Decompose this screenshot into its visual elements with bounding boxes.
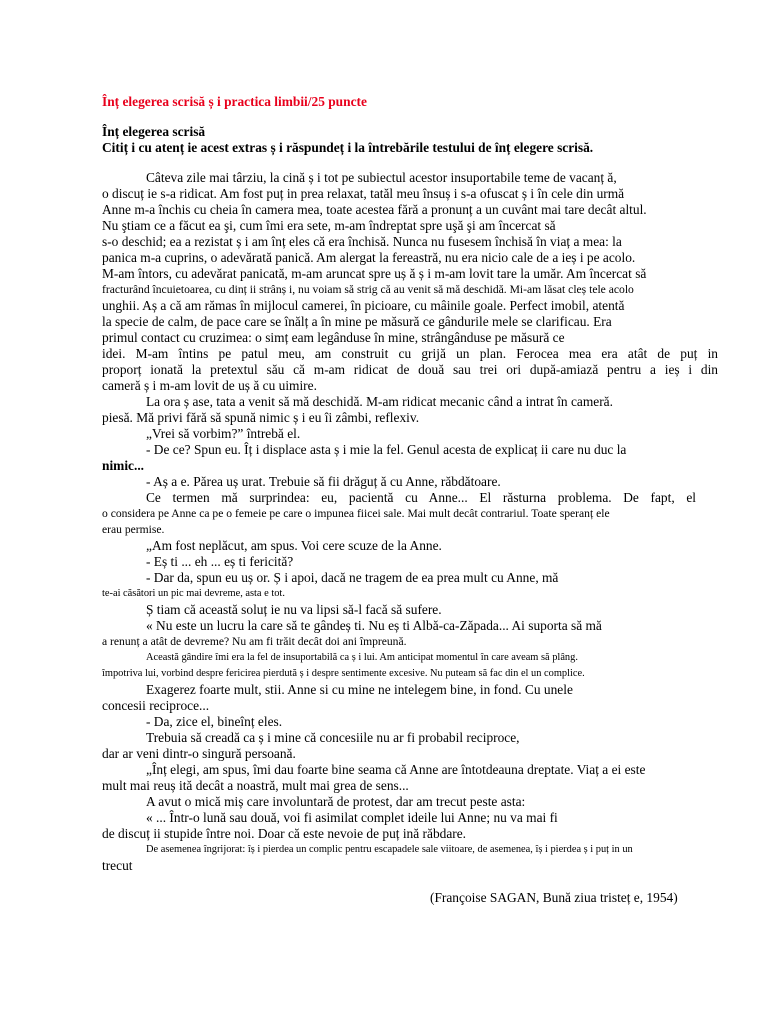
text-line: « Nu este un lucru la care să te gândeș ti. Nu eș ti Albă-ca-Zăpada... Ai suporta să mă <box>146 618 602 633</box>
text-line: o discuț ie s-a ridicat. Am fost puț in prea relaxat, tatăl meu însuș i s-a ofuscat ș i în cele din urmă <box>102 186 625 201</box>
text-line: te-ai căsători un pic mai devreme, asta e tot. <box>102 588 285 599</box>
text-line: Câteva zile mai târziu, la cină ș i tot pe subiectul acestor insuportabile teme de vacanț ă, <box>146 170 617 185</box>
text-line: la specie de calm, de pace care se înălț a în mine pe măsură ce gândurile mele se clarificau. Era <box>102 314 612 329</box>
text-line: La ora ș ase, tata a venit să mă deschidă. M-am ridicat mecanic când a intrat în cameră. <box>146 394 613 409</box>
text-line: unghii. Aș a că am rămas în mijlocul camerei, în picioare, cu mâinile goale. Perfect imobil, atentă <box>102 298 625 313</box>
text-line: - Aș a e. Părea uș urat. Trebuie să fii drăguț ă cu Anne, răbdătoare. <box>146 474 501 489</box>
text-line: - Eș ti ... eh ... eș ti fericită? <box>146 554 294 569</box>
text-line: panica m-a cuprins, o adevărată panică. Am alergat la fereastră, nu era nicio cale de a ieș i pe acolo. <box>102 250 636 265</box>
text-line: - De ce? Spun eu. Îț i displace asta ș i mie la fel. Genul acesta de explicaț ii care nu duc la <box>146 442 627 457</box>
text-line: o considera pe Anne ca pe o femeie pe care o impunea fiicei sale. Mai mult decât contrariul. Toate speranț ele <box>102 507 610 520</box>
source-citation: (Françoise SAGAN, Bună ziua tristeț e, 1954) <box>430 890 678 905</box>
text-line: idei. M-am întins pe patul meu, am construit cu grijă un plan. Ferocea mea era atât de puț in <box>102 346 718 361</box>
text-line: Această gândire îmi era la fel de insuportabilă ca ș i lui. Am anticipat momentul în care aveam să plâng. <box>146 652 578 663</box>
text-line: erau permise. <box>102 523 165 536</box>
text-line: fracturând încuietoarea, cu dinț ii strânș i, nu voiam să strig că au venit să mă deschidă. Mi-am lăsat cleș tele acolo <box>102 283 634 296</box>
text-line: Ș tiam că această soluț ie nu va lipsi să-l facă să sufere. <box>146 602 442 617</box>
text-line: a renunț a atât de devreme? Nu am fi trăit decât doi ani împreună. <box>102 635 407 648</box>
text-line: piesă. Mă privi fără să spună nimic ș i eu îi zâmbi, reflexiv. <box>102 410 420 425</box>
text-line: dar ar veni dintr-o singură persoană. <box>102 746 296 761</box>
section-title: Înț elegerea scrisă <box>102 124 206 139</box>
text-line: - Da, zice el, bineînț eles. <box>146 714 283 729</box>
text-line: primul contact cu cruzimea: o simț eam legânduse în mine, strângânduse pe măsură ce <box>102 330 565 345</box>
text-line: trecut <box>102 858 133 873</box>
text-line: cameră ș i m-am lovit de uș ă cu uimire. <box>102 378 317 393</box>
instruction: Citiț i cu atenț ie acest extras ș i răspundeț i la întrebările testului de înț elegere scrisă. <box>102 140 594 155</box>
text-line: « ... Într-o lună sau două, voi fi asimilat complet ideile lui Anne; nu va mai fi <box>146 810 558 825</box>
text-line: s-o deschid; ea a rezistat ș i am înț eles că era închisă. Nunca nu fusesem închisă în viaț a mea: la <box>102 234 622 249</box>
text-line: De asemenea îngrijorat: îș i pierdea un complic pentru escapadele sale viitoare, de asemenea, îș i pierdea ș i puț in un <box>146 844 633 855</box>
text-line: mult mai reuș ită decât a noastră, mult mai grea de sens... <box>102 778 409 793</box>
text-line: „Am fost neplăcut, am spus. Voi cere scuze de la Anne. <box>146 538 442 553</box>
text-line: nimic... <box>102 458 145 473</box>
text-line: de discuț ii stupide între noi. Doar că este nevoie de puț ină răbdare. <box>102 826 467 841</box>
text-line: - Dar da, spun eu uș or. Ș i apoi, dacă ne tragem de ea prea mult cu Anne, mă <box>146 570 559 585</box>
text-line: Trebuia să creadă ca ș i mine că concesiile nu ar fi probabil reciproce, <box>146 730 520 745</box>
text-line: Nu ştiam ce a făcut ea şi, cum îmi era sete, m-am îndreptat spre uşă şi am încercat să <box>102 218 556 233</box>
text-line: Exagerez foarte mult, stii. Anne si cu mine ne intelegem bine, in fond. Cu unele <box>146 682 573 697</box>
text-line: concesii reciproce... <box>102 698 210 713</box>
text-line: A avut o mică miș care involuntară de protest, dar am trecut peste asta: <box>146 794 526 809</box>
text-line: Anne m-a închis cu cheia în camera mea, toate acestea fără a pronunț a un cuvânt mai tare decât altul. <box>102 202 647 217</box>
text-line: „Înț elegi, am spus, îmi dau foarte bine seama că Anne are întotdeauna dreptate. Viaț a ei este <box>146 762 646 777</box>
text-line: Ce termen mă surprindea: eu, pacientă cu Anne... El răsturna problema. De fapt, el <box>146 490 696 505</box>
text-line: proporț ionată la pretextul său că m-am ridicat de două sau trei ori după-amiază pentru a ieș i din <box>102 362 718 377</box>
heading: Înț elegerea scrisă ș i practica limbii/25 puncte <box>102 94 367 109</box>
text-line: M-am întors, cu adevărat panicată, m-am aruncat spre uș ă ș i m-am lovit tare la umăr. Am încercat să <box>102 266 647 281</box>
text-line: „Vrei să vorbim?” întrebă el. <box>146 426 301 441</box>
text-line: împotriva lui, vorbind despre fericirea pierdută ș i despre sentimente excesive. Nu puteam să fac din el un complice. <box>102 668 585 679</box>
